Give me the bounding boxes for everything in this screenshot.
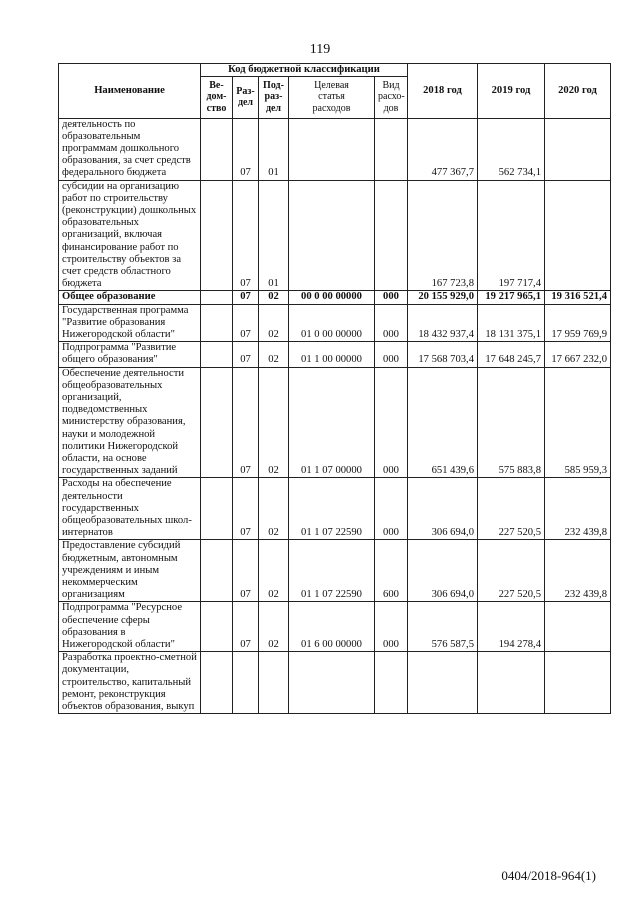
row-value-2019: 17 648 245,7	[478, 342, 545, 367]
header-razdel: Раз- дел	[233, 76, 259, 118]
row-value-2020: 232 439,8	[545, 540, 611, 602]
row-name: Подпрограмма "Развитие общего образования"	[59, 342, 201, 367]
row-value-2018: 306 694,0	[408, 540, 478, 602]
page-number: 119	[309, 42, 331, 57]
table-row	[59, 118, 611, 180]
row-name: Общее образование	[59, 291, 201, 304]
header-name: Наименование	[59, 64, 201, 119]
row-name: деятельность по образовательным программам дошкольного образования, за счет средств федерального бюджета	[59, 118, 201, 180]
row-expense-type	[375, 652, 408, 714]
row-value-2019: 562 734,1	[478, 118, 545, 180]
row-razdel: 07	[233, 118, 259, 180]
row-podrazdel: 02	[259, 304, 289, 342]
table-row	[59, 304, 611, 342]
row-expense-type: 000	[375, 342, 408, 367]
row-target-article	[289, 652, 375, 714]
row-podrazdel: 02	[259, 602, 289, 652]
row-vedomstvo	[201, 602, 233, 652]
row-expense-type: 000	[375, 291, 408, 304]
row-podrazdel	[259, 652, 289, 714]
budget-table	[58, 63, 611, 714]
row-value-2020	[545, 180, 611, 291]
table-row	[59, 652, 611, 714]
row-target-article: 01 1 07 22590	[289, 478, 375, 540]
row-value-2018: 20 155 929,0	[408, 291, 478, 304]
row-expense-type	[375, 180, 408, 291]
header-podrazdel: Под- раз- дел	[259, 76, 289, 118]
row-target-article: 00 0 00 00000	[289, 291, 375, 304]
row-value-2019: 197 717,4	[478, 180, 545, 291]
row-vedomstvo	[201, 342, 233, 367]
row-name: Разработка проектно-сметной документации, строительство, капитальный ремонт, реконструкция объектов образования, выкуп	[59, 652, 201, 714]
row-expense-type: 000	[375, 367, 408, 478]
header-target-article: Целевая статья расходов	[289, 76, 375, 118]
row-vedomstvo	[201, 540, 233, 602]
header-2018: 2018 год	[408, 64, 478, 119]
row-value-2018: 576 587,5	[408, 602, 478, 652]
row-value-2019: 19 217 965,1	[478, 291, 545, 304]
row-value-2018: 17 568 703,4	[408, 342, 478, 367]
row-value-2019: 227 520,5	[478, 478, 545, 540]
row-podrazdel: 01	[259, 118, 289, 180]
row-target-article: 01 1 07 00000	[289, 367, 375, 478]
table-row	[59, 540, 611, 602]
row-target-article: 01 1 07 22590	[289, 540, 375, 602]
row-podrazdel: 02	[259, 540, 289, 602]
row-target-article	[289, 180, 375, 291]
row-podrazdel: 01	[259, 180, 289, 291]
header-vedomstvo: Ве- дом- ство	[201, 76, 233, 118]
header-2019: 2019 год	[478, 64, 545, 119]
table-row	[59, 180, 611, 291]
row-expense-type: 000	[375, 602, 408, 652]
table-row	[59, 342, 611, 367]
row-vedomstvo	[201, 478, 233, 540]
row-vedomstvo	[201, 304, 233, 342]
row-razdel: 07	[233, 291, 259, 304]
row-name: Обеспечение деятельности общеобразовательных организаций, подведомственных министерству образования, науки и молодежной политики Нижегородской области, на основе государственных заданий	[59, 367, 201, 478]
row-expense-type: 600	[375, 540, 408, 602]
table-row	[59, 367, 611, 478]
row-expense-type: 000	[375, 478, 408, 540]
row-value-2020: 17 667 232,0	[545, 342, 611, 367]
row-target-article: 01 1 00 00000	[289, 342, 375, 367]
row-expense-type	[375, 118, 408, 180]
row-vedomstvo	[201, 118, 233, 180]
row-target-article: 01 6 00 00000	[289, 602, 375, 652]
row-razdel: 07	[233, 342, 259, 367]
row-value-2018: 651 439,6	[408, 367, 478, 478]
row-vedomstvo	[201, 291, 233, 304]
row-podrazdel: 02	[259, 478, 289, 540]
row-razdel: 07	[233, 304, 259, 342]
row-value-2018: 167 723,8	[408, 180, 478, 291]
row-podrazdel: 02	[259, 342, 289, 367]
row-name: Расходы на обеспечение деятельности государственных общеобразовательных школ-интернатов	[59, 478, 201, 540]
row-value-2018	[408, 652, 478, 714]
row-vedomstvo	[201, 652, 233, 714]
row-razdel: 07	[233, 367, 259, 478]
table-row	[59, 602, 611, 652]
row-razdel: 07	[233, 602, 259, 652]
row-name: субсидии на организацию работ по строительству (реконструкции) дошкольных образовательных организаций, включая финансирование работ по строительству объектов за счет средств областного бюджета	[59, 180, 201, 291]
row-name: Предоставление субсидий бюджетным, автономным учреждениям и иным некоммерческим организациям	[59, 540, 201, 602]
document-code: 0404/2018-964(1)	[501, 868, 596, 883]
row-target-article	[289, 118, 375, 180]
row-value-2019: 575 883,8	[478, 367, 545, 478]
row-razdel: 07	[233, 180, 259, 291]
row-value-2020: 585 959,3	[545, 367, 611, 478]
row-value-2020: 232 439,8	[545, 478, 611, 540]
row-value-2019: 227 520,5	[478, 540, 545, 602]
row-target-article: 01 0 00 00000	[289, 304, 375, 342]
row-vedomstvo	[201, 180, 233, 291]
row-name: Государственная программа "Развитие образования Нижегородской области"	[59, 304, 201, 342]
row-expense-type: 000	[375, 304, 408, 342]
header-code-group: Код бюджетной классификации	[201, 64, 408, 77]
row-razdel	[233, 652, 259, 714]
table-row	[59, 291, 611, 304]
row-value-2020	[545, 118, 611, 180]
row-value-2020	[545, 652, 611, 714]
row-value-2019	[478, 652, 545, 714]
row-vedomstvo	[201, 367, 233, 478]
row-value-2018: 306 694,0	[408, 478, 478, 540]
row-razdel: 07	[233, 540, 259, 602]
row-value-2018: 18 432 937,4	[408, 304, 478, 342]
row-podrazdel: 02	[259, 367, 289, 478]
header-2020: 2020 год	[545, 64, 611, 119]
row-value-2018: 477 367,7	[408, 118, 478, 180]
row-value-2020: 19 316 521,4	[545, 291, 611, 304]
row-value-2019: 194 278,4	[478, 602, 545, 652]
row-value-2020	[545, 602, 611, 652]
row-razdel: 07	[233, 478, 259, 540]
row-value-2019: 18 131 375,1	[478, 304, 545, 342]
row-podrazdel: 02	[259, 291, 289, 304]
row-name: Подпрограмма "Ресурсное обеспечение сферы образования в Нижегородской области"	[59, 602, 201, 652]
header-expense-type: Вид расхо- дов	[375, 76, 408, 118]
table-row	[59, 478, 611, 540]
row-value-2020: 17 959 769,9	[545, 304, 611, 342]
